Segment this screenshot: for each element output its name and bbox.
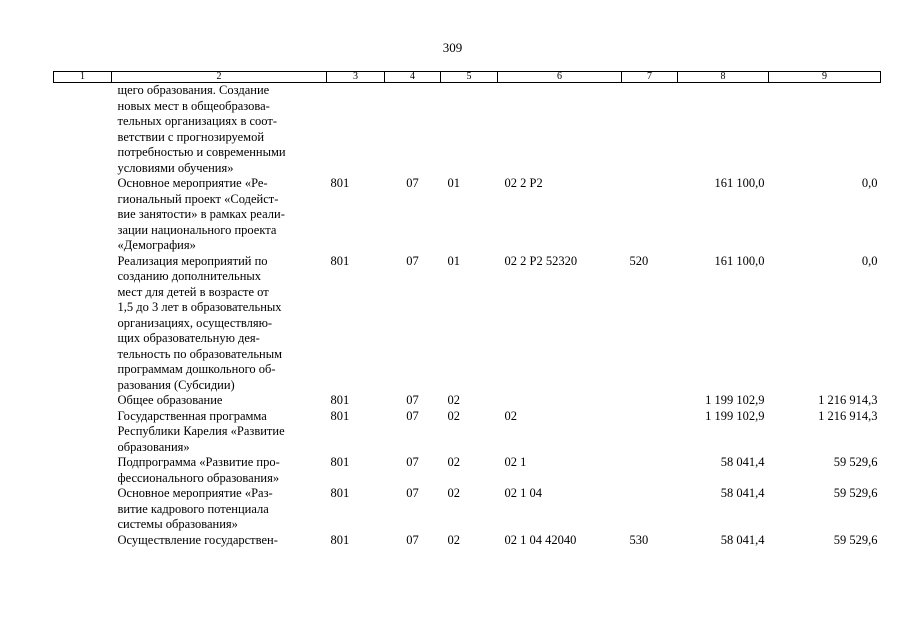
cell-target-article: 02 2 P2 52320 (504, 253, 578, 268)
description-line: мест для детей в возрасте от (117, 284, 269, 299)
cell-ministry-code: 801 (330, 486, 350, 500)
cell-col1 (54, 176, 112, 254)
cell-col1 (54, 83, 112, 177)
cell-target-article: 02 1 04 (504, 486, 542, 500)
description-line: системы образования» (117, 517, 238, 531)
cell-amount-2: 0,0 (861, 176, 878, 190)
cell-ministry-code: 801 (330, 455, 350, 469)
description-line: 1,5 до 3 лет в образовательных (117, 300, 282, 314)
cell-subsection: 02 (447, 532, 460, 547)
cell-subsection: 02 (447, 393, 460, 407)
description-line: гиональный проект «Содейст- (117, 191, 279, 206)
table-body (54, 83, 881, 549)
description-line: программам дошкольного об- (117, 362, 276, 376)
description-line: Основное мероприятие «Раз- (117, 486, 273, 500)
cell-amount-2 (769, 83, 881, 177)
cell-subsection (441, 83, 498, 177)
cell-description (112, 393, 327, 409)
cell-section: 07 (406, 455, 419, 469)
description-line: вие занятости» в рамках реали- (117, 207, 285, 221)
description-line: организациях, осуществляю- (117, 315, 273, 330)
cell-amount-1: 1 199 102,9 (705, 408, 765, 423)
cell-ministry-code: 801 (330, 393, 350, 407)
table-row (54, 176, 881, 254)
cell-amount-2: 1 216 914,3 (818, 393, 878, 407)
cell-ministry-code: 801 (330, 176, 350, 190)
cell-subsection: 02 (447, 408, 460, 423)
description-line: Осуществление государствен- (117, 532, 278, 547)
cell-amount-2: 59 529,6 (833, 486, 878, 500)
cell-target-article (498, 83, 622, 177)
table-row (54, 455, 881, 486)
table-row (54, 409, 881, 456)
description-line: щего образования. Создание (117, 83, 270, 97)
cell-target-article (498, 393, 622, 409)
cell-section: 07 (406, 393, 419, 407)
description-line: Республики Карелия «Развитие (117, 424, 285, 438)
cell-description (112, 455, 327, 486)
column-header: 2 (112, 72, 327, 83)
column-header: 3 (327, 72, 385, 83)
column-header: 8 (678, 72, 769, 83)
budget-table (53, 71, 881, 548)
cell-expense-type (622, 409, 678, 456)
description-line: новых мест в общеобразова- (117, 98, 270, 113)
cell-description (112, 486, 327, 533)
description-line: Общее образование (117, 393, 223, 407)
cell-description (112, 409, 327, 456)
cell-target-article: 02 1 04 42040 (504, 532, 577, 547)
table-row (54, 486, 881, 533)
table-header-row (54, 72, 881, 83)
description-line: образования» (117, 439, 190, 454)
cell-ministry-code: 801 (330, 408, 350, 423)
column-header: 9 (769, 72, 881, 83)
cell-target-article: 02 2 P2 (504, 176, 543, 190)
description-line: условиями обучения» (117, 160, 234, 175)
cell-col1 (54, 254, 112, 394)
cell-expense-type (622, 176, 678, 254)
cell-subsection: 02 (447, 486, 460, 500)
cell-amount-1: 1 199 102,9 (705, 393, 765, 407)
table-row (54, 533, 881, 549)
cell-expense-type: 520 (629, 253, 649, 268)
cell-col1 (54, 455, 112, 486)
description-line: потребностью и современными (117, 145, 286, 159)
cell-subsection: 01 (447, 176, 460, 190)
description-line: тельность по образовательным (117, 346, 283, 361)
description-line: «Демография» (117, 238, 196, 252)
cell-description (112, 83, 327, 177)
cell-amount-1: 161 100,0 (714, 176, 765, 190)
column-header: 1 (54, 72, 112, 83)
cell-expense-type (622, 393, 678, 409)
cell-section: 07 (406, 253, 419, 268)
cell-amount-2: 0,0 (861, 253, 878, 268)
description-line: тельных организациях в соот- (117, 114, 277, 128)
description-line: Государственная программа (117, 408, 267, 423)
column-header: 6 (498, 72, 622, 83)
cell-subsection: 02 (447, 455, 460, 469)
cell-ministry-code: 801 (330, 532, 350, 547)
description-line: витие кадрового потенциала (117, 501, 269, 516)
cell-amount-1: 58 041,4 (720, 455, 765, 469)
cell-section (385, 83, 441, 177)
cell-target-article: 02 1 (504, 455, 527, 469)
page-number: 309 (442, 40, 463, 55)
column-header: 4 (385, 72, 441, 83)
description-line: Реализация мероприятий по (117, 253, 268, 268)
cell-expense-type: 530 (629, 532, 649, 547)
cell-subsection: 01 (447, 253, 460, 268)
cell-target-article: 02 (504, 408, 517, 423)
cell-section: 07 (406, 408, 419, 423)
cell-section: 07 (406, 532, 419, 547)
cell-description (112, 176, 327, 254)
cell-description (112, 533, 327, 549)
cell-ministry-code: 801 (330, 253, 350, 268)
cell-col1 (54, 409, 112, 456)
description-line: Подпрограмма «Развитие про- (117, 455, 280, 469)
cell-col1 (54, 533, 112, 549)
cell-expense-type (622, 83, 678, 177)
cell-expense-type (622, 486, 678, 533)
cell-ministry-code (327, 83, 385, 177)
description-line: созданию дополнительных (117, 269, 262, 283)
cell-amount-2: 59 529,6 (833, 455, 878, 469)
description-line: фессионального образования» (117, 470, 280, 485)
table-row (54, 83, 881, 177)
cell-amount-1: 58 041,4 (720, 486, 765, 500)
description-line: ветствии с прогнозируемой (117, 129, 265, 144)
cell-amount-2: 59 529,6 (833, 532, 878, 547)
description-line: Основное мероприятие «Ре- (117, 176, 268, 190)
cell-section: 07 (406, 486, 419, 500)
table-row (54, 393, 881, 409)
description-line: щих образовательную дея- (117, 331, 260, 345)
cell-expense-type (622, 455, 678, 486)
table-row (54, 254, 881, 394)
column-header: 5 (441, 72, 498, 83)
cell-section: 07 (406, 176, 419, 190)
description-line: разования (Субсидии) (117, 377, 235, 392)
cell-description (112, 254, 327, 394)
description-line: зации национального проекта (117, 222, 277, 237)
cell-amount-1: 58 041,4 (720, 532, 765, 547)
cell-amount-2: 1 216 914,3 (818, 408, 878, 423)
cell-amount-1 (678, 83, 769, 177)
cell-amount-1: 161 100,0 (714, 253, 765, 268)
cell-col1 (54, 486, 112, 533)
column-header: 7 (622, 72, 678, 83)
cell-col1 (54, 393, 112, 409)
